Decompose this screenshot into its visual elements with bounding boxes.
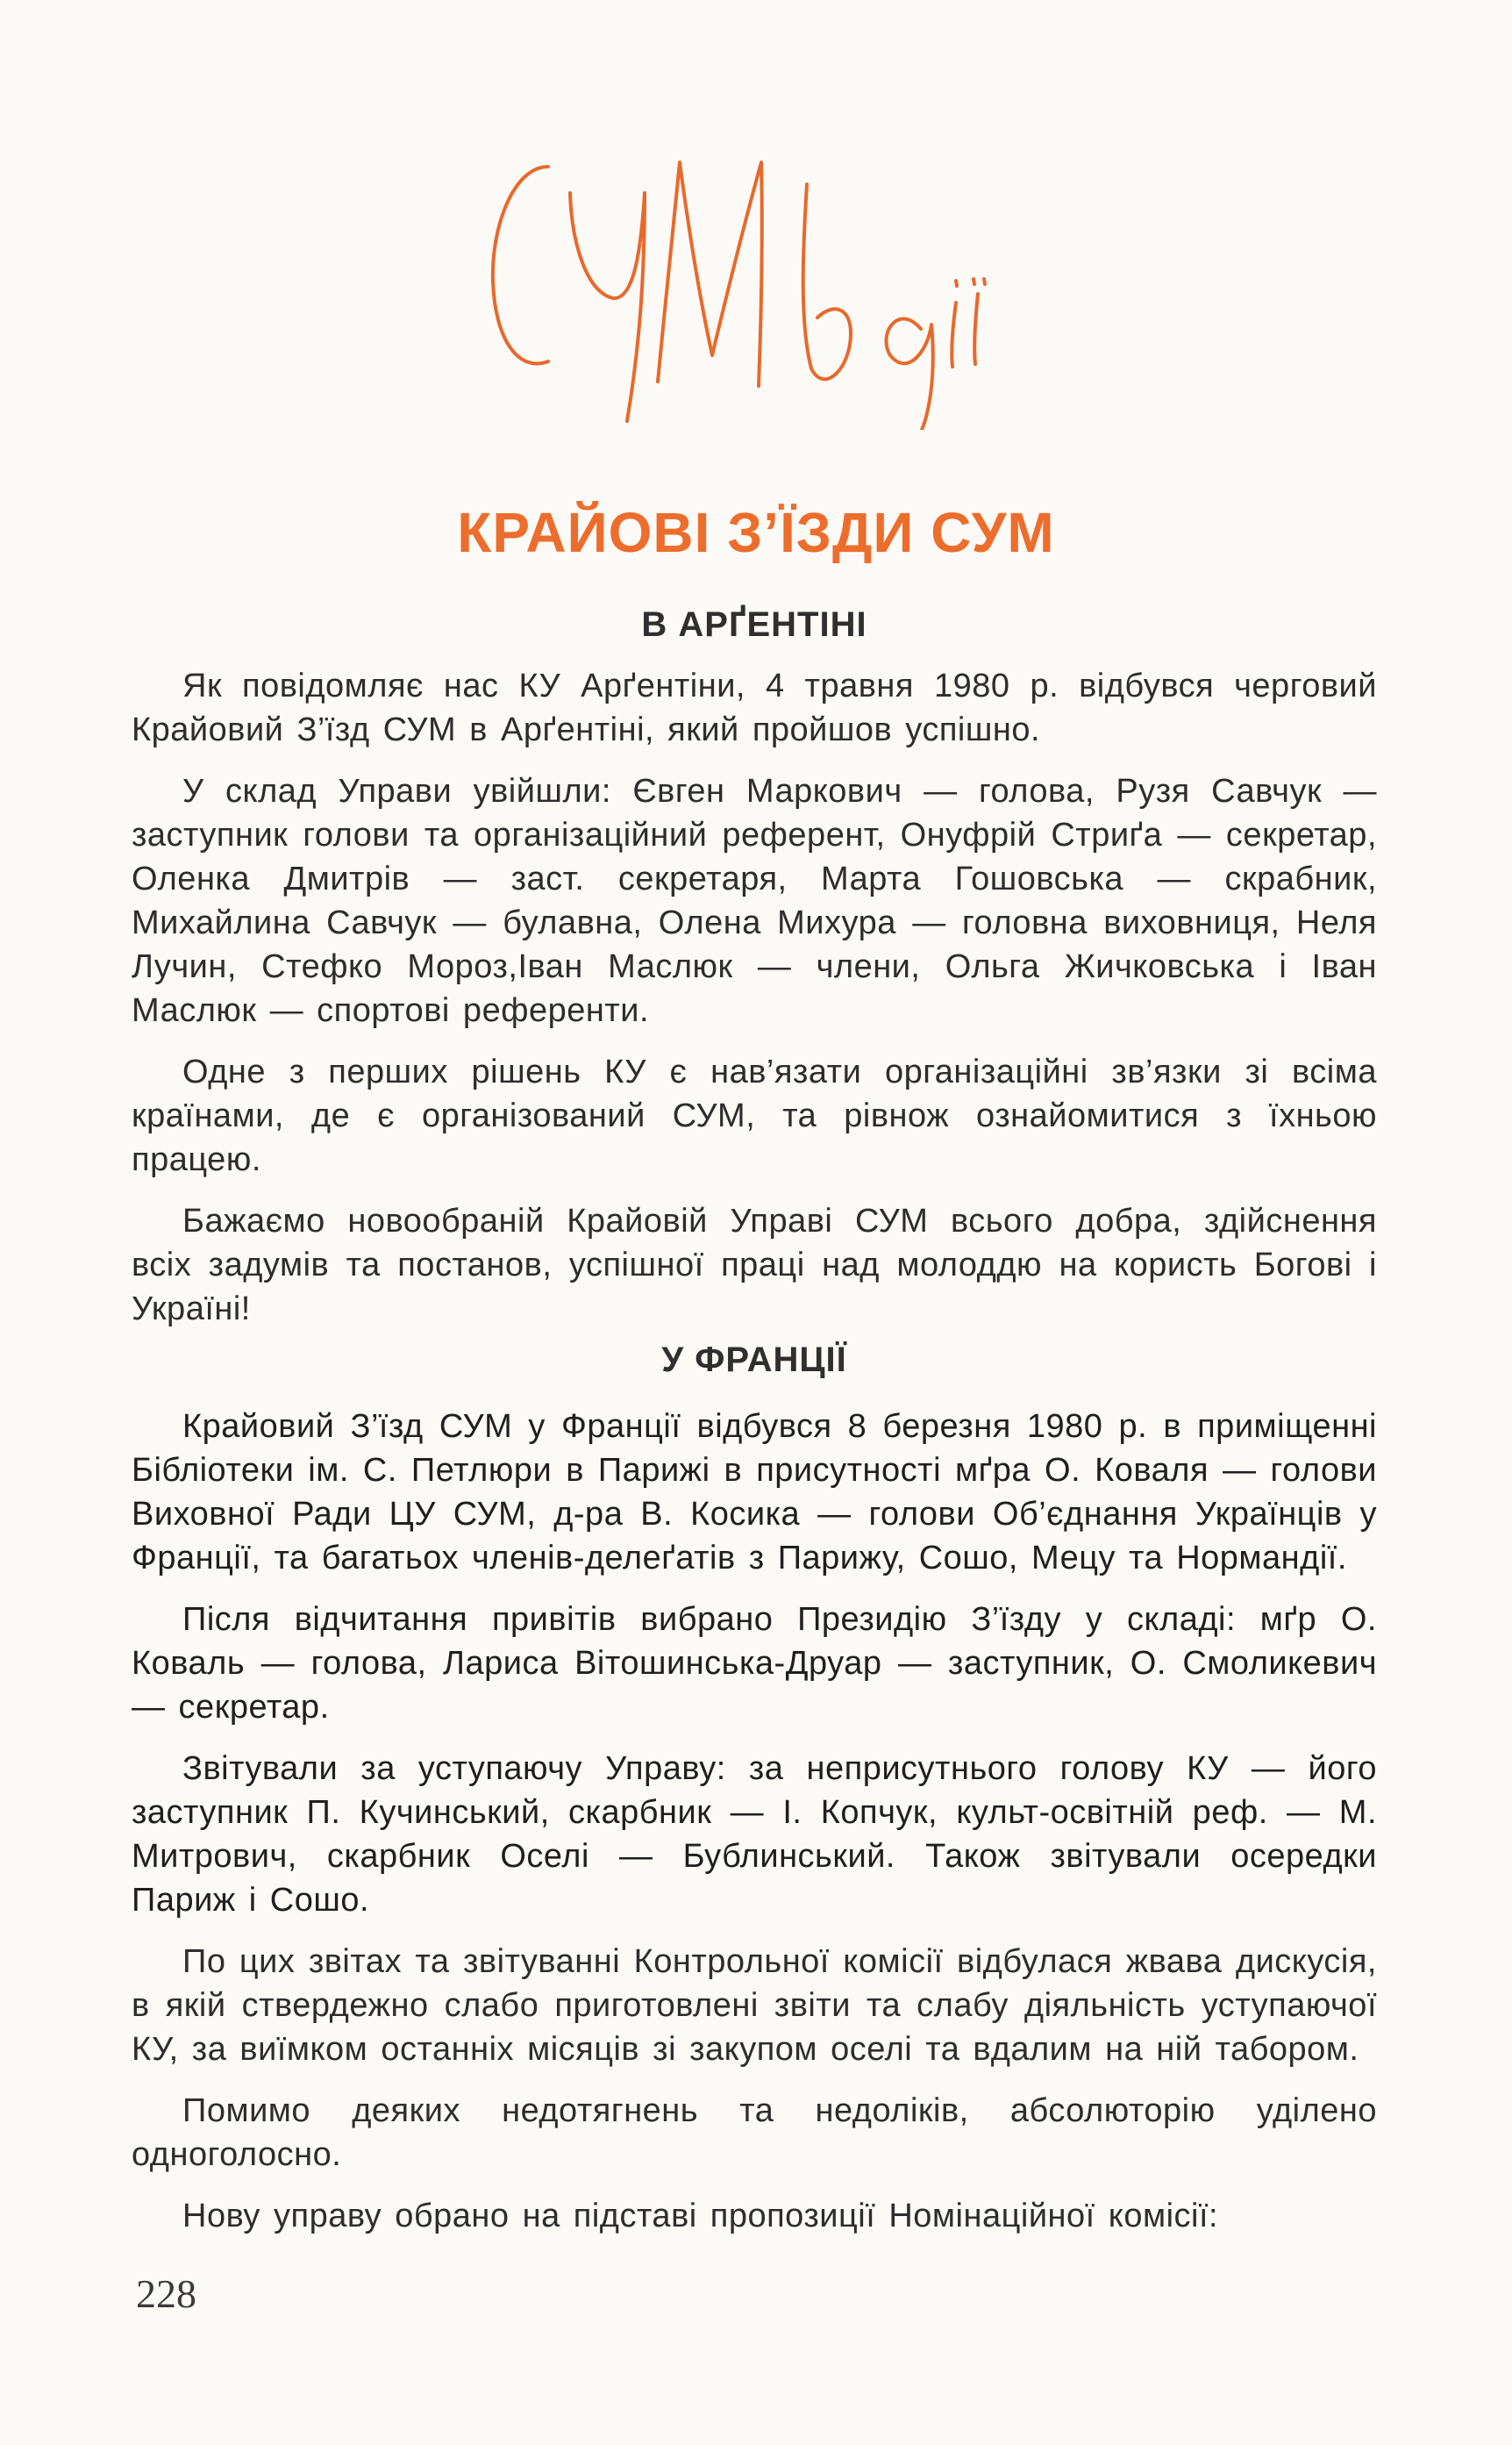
section-title-france: У ФРАНЦІЇ [661,1340,847,1379]
paragraph: У склад Управи увійшли: Євген Маркович — голова, Рузя Савчук — заступник голови та організаційний референт, Онуфрій Стриґа — секретар, Оленка Дмитрів — заст. секретаря, Марта Гошовська — скрабник, Михайлина Савчук — булавна, Олена Михура — головна виховниця, Неля Лучин, Стефко Мороз,Іван Маслюк — члени, Ольга Жичковська і Іван Маслюк — спортові референти. [132,773,1377,1029]
logo-sum-v-diyi [465,132,1009,430]
logo-handwriting [465,132,1009,430]
paragraph: Після відчитання привітів вибрано Президію З’їзду у складі: мґр О. Коваль — голова, Лариса Вітошинська-Друар — заступник, О. Смоликевич — секретар. [132,1601,1377,1726]
paragraph: Бажаємо новообраній Крайовій Управі СУМ всього добра, здійснення всіх задумів та постанов, успішної праці над молоддю на користь Богові і Україні! [132,1203,1377,1327]
section-argentina [132,605,1377,1348]
page-headline: КРАЙОВІ З’ЇЗДИ СУМ [457,501,1055,564]
paragraph: По цих звітах та звітуванні Контрольної комісії відбулася жвава дискусія, в якій ствердежно слабо приготовлені звіти та слабу діяльність уступаючої КУ, за виїмком останніх місяців зі закупом оселі та вдалим на ній табором. [132,1943,1377,2068]
paragraph: Крайовий З’їзд СУМ у Франції відбувся 8 березня 1980 р. в приміщенні Бібліотеки ім. С. Петлюри в Парижі в присутності мґра О. Коваля — голови Виховної Ради ЦУ СУМ, д-ра В. Косика — голови Об’єднання Українців у Франції, та багатьох членів-делеґатів з Парижу, Сошо, Мецу та Нормандії. [132,1408,1377,1576]
paragraph: Помимо деяких недотягнень та недоліків, абсолюторію уділено одноголосно. [132,2092,1377,2173]
section-france [132,1340,1377,2256]
paragraph: Одне з перших рішень КУ є нав’язати організаційні зв’язки зі всіма країнами, де є організований СУМ, та рівнож ознайомитися з їхньою працею. [132,1054,1377,1178]
paragraph: Як повідомляє нас КУ Арґентіни, 4 травня 1980 р. відбувся черговий Крайовий З’їзд СУМ в Арґентіні, який пройшов успішно. [132,668,1377,748]
page-number: 228 [136,2271,196,2316]
paragraph: Звітували за уступаючу Управу: за неприсутнього голову КУ — його заступник П. Кучинський, скарбник — І. Копчук, культ-освітній реф. — М. Митрович, скарбник Оселі — Бублинський. Також звітували осередки Париж і Сошо. [132,1750,1377,1919]
paragraph: Нову управу обрано на підставі пропозиції Номінаційної комісії: [182,2198,1219,2234]
section-title-argentina: В АРҐЕНТІНІ [641,605,867,644]
